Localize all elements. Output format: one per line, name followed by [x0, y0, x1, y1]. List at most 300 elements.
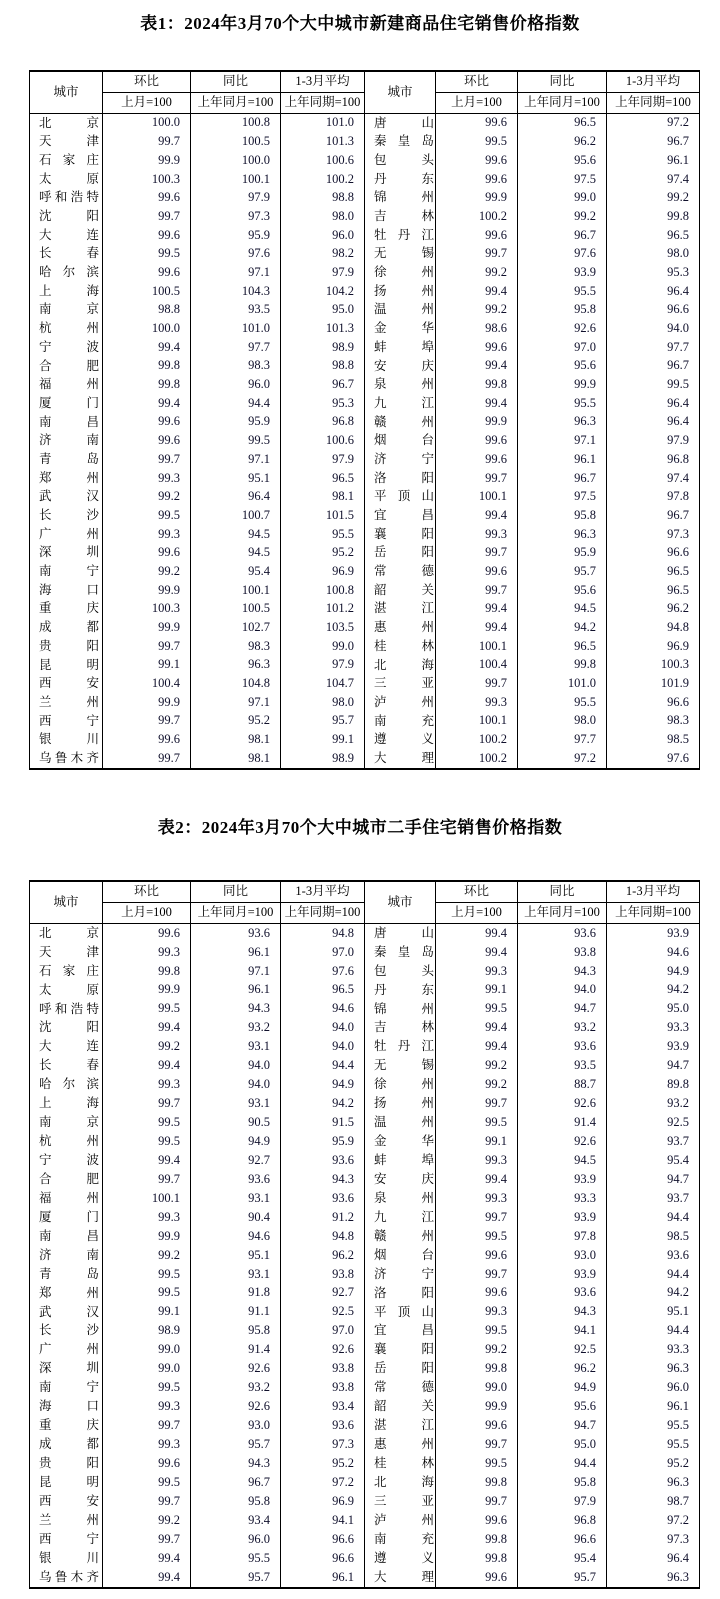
value-cell: 92.7 [191, 1151, 281, 1170]
value-cell: 99.4 [436, 943, 518, 962]
value-cell: 94.7 [518, 1416, 607, 1435]
table-row [30, 1151, 700, 1170]
table-row [30, 943, 700, 962]
value-cell: 96.5 [607, 581, 700, 600]
value-cell: 100.3 [103, 600, 191, 619]
city-name: 宁 波 [39, 339, 99, 354]
city-cell [30, 264, 103, 283]
table2-secondhand-home-price-index [29, 880, 700, 1589]
value-cell: 99.8 [436, 1473, 518, 1492]
table-row [30, 675, 700, 694]
value-cell: 97.7 [191, 338, 281, 357]
city-cell [365, 656, 436, 675]
value-cell: 94.5 [518, 600, 607, 619]
city-cell [365, 282, 436, 301]
value-cell: 100.7 [191, 506, 281, 525]
value-cell: 99.5 [607, 376, 700, 395]
city-cell [30, 301, 103, 320]
value-cell: 96.3 [191, 656, 281, 675]
value-cell: 94.0 [518, 981, 607, 1000]
value-cell: 96.5 [518, 637, 607, 656]
value-cell: 99.5 [191, 432, 281, 451]
city-name: 南 昌 [39, 1228, 99, 1243]
value-cell: 93.6 [281, 1151, 365, 1170]
header-avg-right: 1-3月平均 [607, 881, 700, 903]
city-cell [30, 525, 103, 544]
value-cell: 97.2 [518, 749, 607, 769]
table-row [30, 207, 700, 226]
value-cell: 96.6 [607, 693, 700, 712]
value-cell: 96.0 [281, 226, 365, 245]
city-name: 襄 阳 [374, 526, 434, 541]
value-cell: 99.4 [436, 924, 518, 943]
value-cell: 96.1 [607, 151, 700, 170]
value-cell: 93.9 [607, 924, 700, 943]
value-cell: 96.7 [518, 469, 607, 488]
value-cell: 100.3 [103, 170, 191, 189]
city-name: 广 州 [39, 526, 99, 541]
value-cell: 99.6 [436, 114, 518, 133]
value-cell: 91.2 [281, 1208, 365, 1227]
value-cell: 96.4 [607, 413, 700, 432]
value-cell: 94.7 [607, 1170, 700, 1189]
city-name: 泉 州 [374, 1190, 434, 1205]
value-cell: 93.1 [191, 1095, 281, 1114]
city-name: 武 汉 [39, 1304, 99, 1319]
value-cell: 94.4 [607, 1322, 700, 1341]
value-cell: 98.5 [607, 1227, 700, 1246]
header-yoy-base-right: 上年同月=100 [518, 903, 607, 924]
city-cell [365, 1568, 436, 1588]
city-cell [365, 1492, 436, 1511]
city-name: 丹 东 [374, 171, 434, 186]
value-cell: 99.6 [103, 189, 191, 208]
value-cell: 100.5 [103, 282, 191, 301]
city-name: 洛 阳 [374, 1285, 434, 1300]
value-cell: 95.4 [191, 563, 281, 582]
value-cell: 91.5 [281, 1113, 365, 1132]
value-cell: 101.0 [191, 320, 281, 339]
table-row [30, 749, 700, 769]
header-mom-base-left: 上月=100 [103, 903, 191, 924]
city-name: 昆 明 [39, 1474, 99, 1489]
table-row [30, 656, 700, 675]
value-cell: 99.3 [436, 693, 518, 712]
city-name: 南 宁 [39, 564, 99, 579]
city-name: 重 庆 [39, 1418, 99, 1433]
value-cell: 99.3 [436, 1303, 518, 1322]
table-row [30, 1454, 700, 1473]
city-cell [30, 637, 103, 656]
value-cell: 97.8 [607, 488, 700, 507]
city-name: 遵 义 [374, 732, 434, 747]
city-name: 韶 关 [374, 582, 434, 597]
city-name: 惠 州 [374, 1437, 434, 1452]
header-yoy-base-left: 上年同月=100 [191, 93, 281, 114]
value-cell: 97.7 [518, 731, 607, 750]
value-cell: 93.4 [191, 1511, 281, 1530]
city-cell [30, 1398, 103, 1417]
city-name: 秦 皇 岛 [374, 944, 434, 959]
value-cell: 101.3 [281, 320, 365, 339]
value-cell: 99.1 [103, 1303, 191, 1322]
city-cell [365, 1246, 436, 1265]
value-cell: 104.8 [191, 675, 281, 694]
value-cell: 97.6 [607, 749, 700, 769]
value-cell: 96.0 [191, 376, 281, 395]
value-cell: 100.5 [191, 600, 281, 619]
value-cell: 99.2 [436, 301, 518, 320]
value-cell: 102.7 [191, 619, 281, 638]
city-name: 南 充 [374, 1531, 434, 1546]
city-cell [365, 1132, 436, 1151]
value-cell: 96.8 [281, 413, 365, 432]
value-cell: 95.8 [518, 1473, 607, 1492]
value-cell: 99.4 [103, 394, 191, 413]
value-cell: 99.8 [103, 962, 191, 981]
value-cell: 96.0 [607, 1379, 700, 1398]
city-name: 银 川 [39, 732, 99, 747]
value-cell: 98.8 [103, 301, 191, 320]
city-name: 三 亚 [374, 676, 434, 691]
city-name: 呼 和 浩 特 [39, 190, 99, 205]
value-cell: 94.6 [607, 943, 700, 962]
value-cell: 93.9 [518, 1170, 607, 1189]
city-cell [365, 1170, 436, 1189]
value-cell: 99.5 [103, 1379, 191, 1398]
city-name: 长 沙 [39, 508, 99, 523]
value-cell: 98.6 [436, 320, 518, 339]
value-cell: 99.7 [103, 1416, 191, 1435]
value-cell: 96.3 [607, 1360, 700, 1379]
value-cell: 99.6 [436, 1568, 518, 1588]
value-cell: 94.9 [191, 1132, 281, 1151]
city-cell [30, 1265, 103, 1284]
city-cell [365, 357, 436, 376]
value-cell: 95.5 [607, 1416, 700, 1435]
value-cell: 93.1 [191, 1265, 281, 1284]
city-cell [365, 1076, 436, 1095]
city-cell [30, 1416, 103, 1435]
value-cell: 95.7 [281, 712, 365, 731]
city-cell [30, 563, 103, 582]
value-cell: 99.2 [436, 1341, 518, 1360]
value-cell: 99.4 [436, 394, 518, 413]
value-cell: 99.5 [436, 1113, 518, 1132]
value-cell: 99.2 [518, 207, 607, 226]
city-cell [30, 450, 103, 469]
value-cell: 99.7 [103, 133, 191, 152]
city-name: 海 口 [39, 1399, 99, 1414]
value-cell: 96.2 [607, 600, 700, 619]
table-row [30, 1170, 700, 1189]
value-cell: 94.4 [281, 1057, 365, 1076]
value-cell: 90.4 [191, 1208, 281, 1227]
table-row [30, 637, 700, 656]
city-name: 温 州 [374, 1115, 434, 1130]
header-mom-right: 环比 [436, 71, 518, 93]
value-cell: 98.9 [103, 1322, 191, 1341]
value-cell: 94.4 [607, 1208, 700, 1227]
city-name: 北 京 [39, 115, 99, 130]
value-cell: 93.9 [518, 264, 607, 283]
city-name: 遵 义 [374, 1550, 434, 1565]
value-cell: 99.7 [436, 469, 518, 488]
city-cell [30, 1095, 103, 1114]
value-cell: 92.6 [281, 1341, 365, 1360]
value-cell: 99.3 [103, 469, 191, 488]
table-row [30, 226, 700, 245]
header-city-left: 城市 [30, 71, 103, 114]
city-name: 上 海 [39, 1096, 99, 1111]
value-cell: 94.8 [281, 1227, 365, 1246]
city-cell [30, 320, 103, 339]
city-cell [30, 170, 103, 189]
value-cell: 97.0 [518, 338, 607, 357]
value-cell: 100.2 [436, 207, 518, 226]
value-cell: 99.2 [436, 264, 518, 283]
value-cell: 101.0 [281, 114, 365, 133]
city-cell [30, 1341, 103, 1360]
city-cell [30, 1568, 103, 1588]
city-cell [30, 1435, 103, 1454]
city-name: 襄 阳 [374, 1342, 434, 1357]
value-cell: 96.3 [518, 525, 607, 544]
table-row [30, 189, 700, 208]
value-cell: 96.7 [281, 376, 365, 395]
city-name: 岳 阳 [374, 1361, 434, 1376]
city-cell [365, 1019, 436, 1038]
value-cell: 91.1 [191, 1303, 281, 1322]
value-cell: 95.9 [281, 1132, 365, 1151]
value-cell: 101.9 [607, 675, 700, 694]
table-row [30, 693, 700, 712]
value-cell: 95.1 [191, 1246, 281, 1265]
city-name: 平 顶 山 [374, 489, 434, 504]
city-cell [365, 264, 436, 283]
value-cell: 95.2 [281, 544, 365, 563]
table-row [30, 376, 700, 395]
city-cell [365, 1208, 436, 1227]
table-row [30, 432, 700, 451]
city-name: 长 沙 [39, 1323, 99, 1338]
value-cell: 94.0 [191, 1076, 281, 1095]
value-cell: 95.4 [518, 1549, 607, 1568]
value-cell: 97.5 [518, 170, 607, 189]
value-cell: 99.9 [103, 693, 191, 712]
value-cell: 96.4 [607, 282, 700, 301]
city-name: 南 京 [39, 1115, 99, 1130]
value-cell: 99.4 [436, 600, 518, 619]
city-name: 烟 台 [374, 433, 434, 448]
city-cell [30, 1303, 103, 1322]
city-cell [30, 1322, 103, 1341]
city-name: 惠 州 [374, 620, 434, 635]
value-cell: 94.3 [191, 1000, 281, 1019]
city-name: 徐 州 [374, 1077, 434, 1092]
table-row [30, 1019, 700, 1038]
value-cell: 94.3 [518, 1303, 607, 1322]
value-cell: 93.8 [281, 1360, 365, 1379]
city-cell [365, 1473, 436, 1492]
value-cell: 96.0 [191, 1530, 281, 1549]
value-cell: 95.3 [281, 394, 365, 413]
city-name: 杭 州 [39, 321, 99, 336]
city-cell [30, 1379, 103, 1398]
value-cell: 101.0 [518, 675, 607, 694]
value-cell: 99.3 [103, 1398, 191, 1417]
table-row [30, 1057, 700, 1076]
value-cell: 94.9 [518, 1379, 607, 1398]
value-cell: 99.6 [103, 226, 191, 245]
value-cell: 97.9 [607, 432, 700, 451]
value-cell: 94.5 [518, 1151, 607, 1170]
city-cell [365, 1265, 436, 1284]
city-cell [30, 619, 103, 638]
city-name: 锦 州 [374, 190, 434, 205]
value-cell: 100.8 [191, 114, 281, 133]
city-cell [30, 1246, 103, 1265]
value-cell: 98.1 [191, 731, 281, 750]
value-cell: 94.3 [191, 1454, 281, 1473]
value-cell: 93.6 [518, 924, 607, 943]
city-cell [365, 581, 436, 600]
value-cell: 98.2 [281, 245, 365, 264]
value-cell: 93.4 [281, 1398, 365, 1417]
table-row [30, 1435, 700, 1454]
city-cell [30, 357, 103, 376]
value-cell: 99.6 [103, 1454, 191, 1473]
value-cell: 104.2 [281, 282, 365, 301]
city-name: 宁 波 [39, 1153, 99, 1168]
city-name: 重 庆 [39, 601, 99, 616]
city-name: 包 头 [374, 963, 434, 978]
value-cell: 95.2 [281, 1454, 365, 1473]
value-cell: 96.1 [518, 450, 607, 469]
value-cell: 95.7 [518, 1568, 607, 1588]
city-name: 徐 州 [374, 265, 434, 280]
value-cell: 99.6 [436, 338, 518, 357]
value-cell: 93.5 [191, 301, 281, 320]
table-row [30, 1076, 700, 1095]
table-row [30, 245, 700, 264]
city-name: 桂 林 [374, 1456, 434, 1471]
header-mom-base-left: 上月=100 [103, 93, 191, 114]
value-cell: 100.6 [281, 432, 365, 451]
value-cell: 91.4 [191, 1341, 281, 1360]
city-cell [30, 1076, 103, 1095]
value-cell: 100.8 [281, 581, 365, 600]
value-cell: 93.6 [281, 1189, 365, 1208]
value-cell: 97.7 [607, 338, 700, 357]
value-cell: 100.1 [436, 637, 518, 656]
city-cell [30, 943, 103, 962]
value-cell: 97.3 [607, 1530, 700, 1549]
city-cell [365, 1379, 436, 1398]
value-cell: 96.3 [518, 413, 607, 432]
value-cell: 98.7 [607, 1492, 700, 1511]
table-row [30, 1530, 700, 1549]
city-cell [30, 1057, 103, 1076]
header-avg-left: 1-3月平均 [281, 71, 365, 93]
value-cell: 93.1 [191, 1189, 281, 1208]
city-cell [30, 1360, 103, 1379]
value-cell: 99.7 [436, 1265, 518, 1284]
table-row [30, 619, 700, 638]
value-cell: 98.9 [281, 749, 365, 769]
city-name: 扬 州 [374, 1096, 434, 1111]
value-cell: 98.1 [191, 749, 281, 769]
value-cell: 100.6 [281, 151, 365, 170]
city-name: 兰 州 [39, 694, 99, 709]
table-row [30, 1132, 700, 1151]
value-cell: 99.2 [103, 1038, 191, 1057]
value-cell: 99.7 [103, 1170, 191, 1189]
city-cell [30, 544, 103, 563]
city-cell [30, 1113, 103, 1132]
value-cell: 99.4 [436, 506, 518, 525]
value-cell: 96.7 [607, 133, 700, 152]
value-cell: 97.5 [518, 488, 607, 507]
city-cell [30, 581, 103, 600]
value-cell: 93.3 [607, 1019, 700, 1038]
city-cell [365, 943, 436, 962]
value-cell: 96.7 [191, 1473, 281, 1492]
city-name: 北 海 [374, 1474, 434, 1489]
value-cell: 96.9 [607, 637, 700, 656]
value-cell: 94.0 [191, 1057, 281, 1076]
city-cell [30, 413, 103, 432]
city-name: 福 州 [39, 377, 99, 392]
table-row [30, 170, 700, 189]
value-cell: 99.7 [436, 245, 518, 264]
city-cell [30, 1019, 103, 1038]
value-cell: 99.6 [436, 1284, 518, 1303]
value-cell: 98.0 [281, 693, 365, 712]
city-name: 银 川 [39, 1550, 99, 1565]
city-name: 石 家 庄 [39, 152, 99, 167]
city-cell [365, 114, 436, 133]
value-cell: 96.3 [607, 1473, 700, 1492]
value-cell: 99.9 [103, 151, 191, 170]
city-cell [30, 282, 103, 301]
value-cell: 93.6 [191, 924, 281, 943]
city-cell [365, 1151, 436, 1170]
table-row [30, 962, 700, 981]
city-cell [30, 1132, 103, 1151]
value-cell: 99.5 [103, 1265, 191, 1284]
value-cell: 99.7 [103, 450, 191, 469]
value-cell: 91.8 [191, 1284, 281, 1303]
value-cell: 99.2 [103, 563, 191, 582]
city-name: 哈 尔 滨 [39, 1077, 99, 1092]
value-cell: 99.4 [103, 338, 191, 357]
value-cell: 99.2 [103, 488, 191, 507]
value-cell: 99.1 [436, 981, 518, 1000]
city-cell [30, 1038, 103, 1057]
value-cell: 99.5 [103, 1000, 191, 1019]
city-name: 大 连 [39, 227, 99, 242]
table-row [30, 1246, 700, 1265]
header-city-right: 城市 [365, 881, 436, 924]
city-name: 锦 州 [374, 1001, 434, 1016]
value-cell: 96.1 [607, 1398, 700, 1417]
city-cell [365, 675, 436, 694]
city-cell [365, 1398, 436, 1417]
city-cell [365, 1341, 436, 1360]
value-cell: 94.5 [191, 544, 281, 563]
city-name: 沈 阳 [39, 209, 99, 224]
